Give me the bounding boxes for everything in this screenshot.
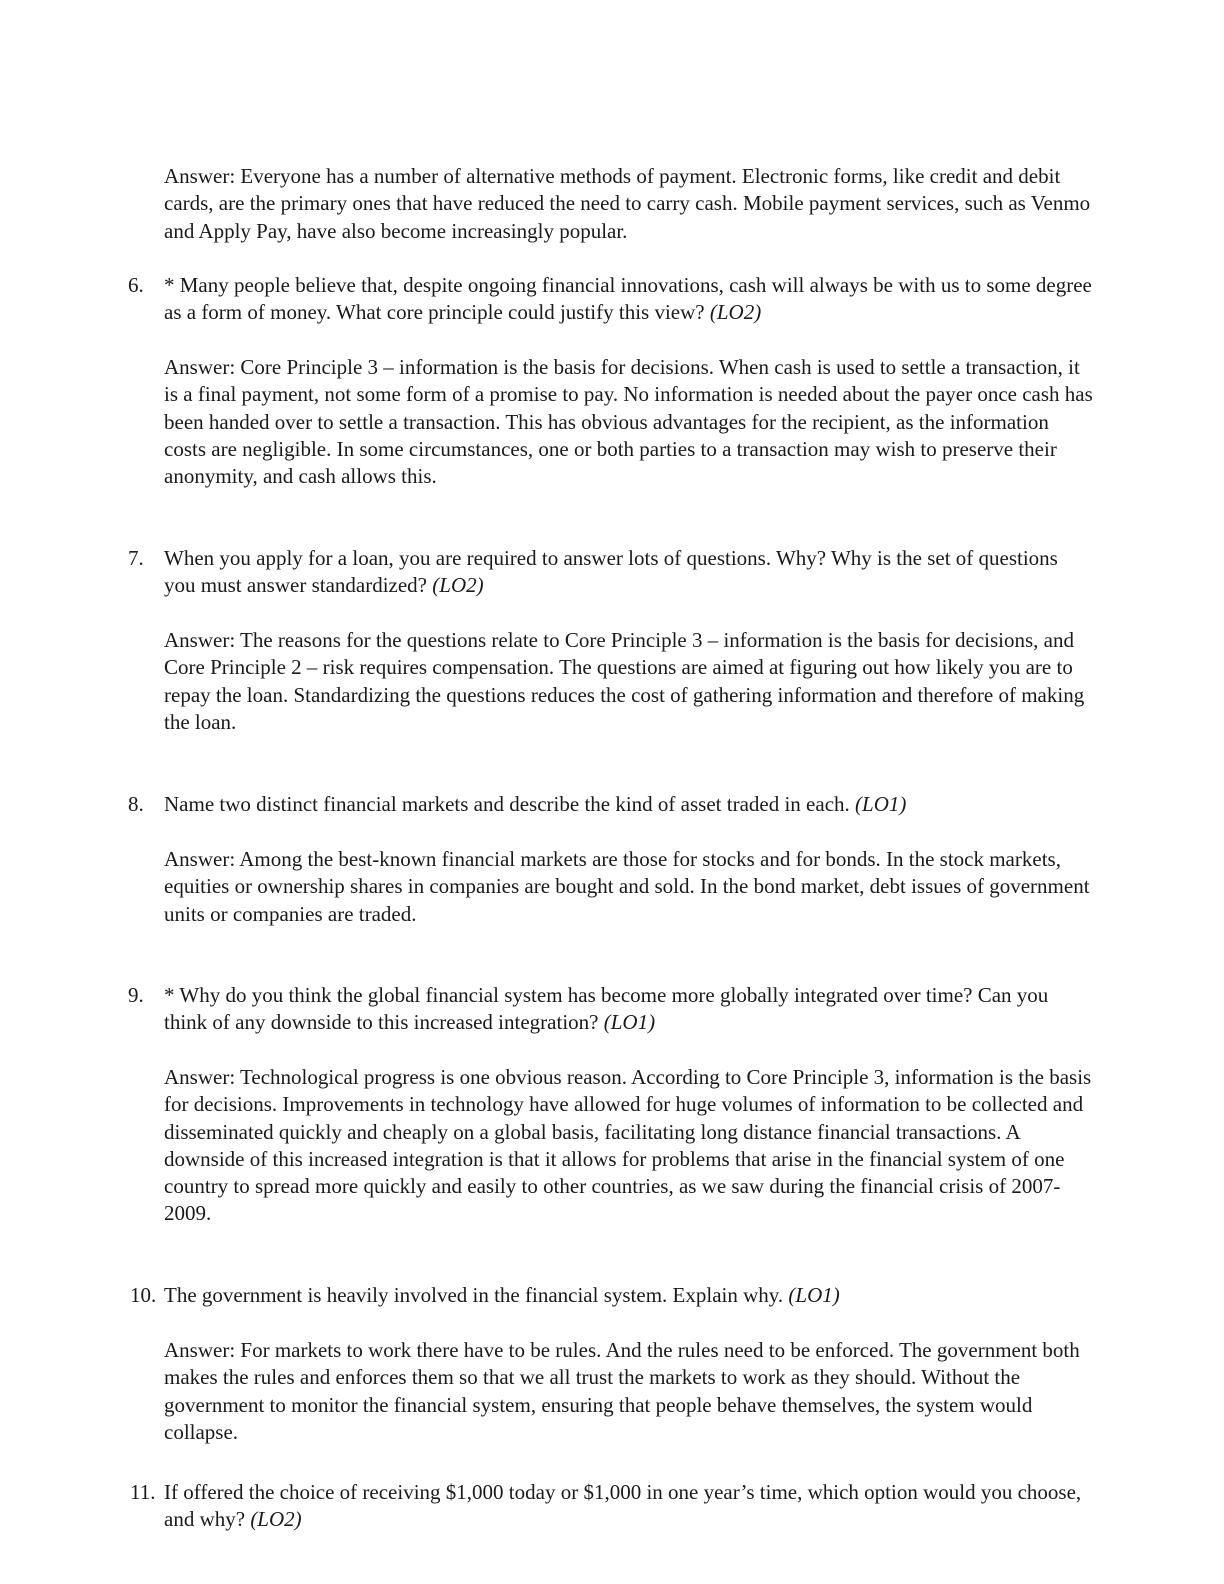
question-number: 10. [130, 1283, 157, 1307]
learning-objective: (LO2) [709, 300, 762, 325]
question-10 [130, 1282, 1094, 1309]
question-number: 6. [128, 273, 144, 297]
answer-text: Answer: Core Principle 3 – information is the basis for decisions. When cash is used to settle a transaction, it is a final payment, not some form of a promise to pay. No information is needed about the payer once cash has been handed over to settle a transaction. This has obvious advantages for the recipient, as the information costs are negligible. In some circumstances, one or both parties to a transaction may wish to preserve their anonymity, and cash allows this. [164, 355, 1093, 489]
answer-text: Answer: The reasons for the questions relate to Core Principle 3 – information is the basis for decisions, and Core Principle 2 – risk requires compensation. The questions are aimed at figuring out how likely you are to repay the loan. Standardizing the questions reduces the cost of gathering information and therefore of making the loan. [164, 628, 1085, 734]
question-number: 7. [128, 546, 144, 570]
answer-text: Answer: For markets to work there have to be rules. And the rules need to be enforced. The government both makes the rules and enforces them so that we all trust the markets to work as they should. Without the government to monitor the financial system, ensuring that people behave themselves, the system would collapse. [164, 1338, 1080, 1444]
question-text: If offered the choice of receiving $1,000 today or $1,000 in one year’s time, which option would you choose, and why? [164, 1480, 1082, 1532]
answer-text: Answer: Among the best-known financial markets are those for stocks and for bonds. In the stock markets, equities or ownership shares in companies are bought and sold. In the bond market, debt issues of government units or companies are traded. [164, 847, 1090, 926]
question-number: 8. [128, 792, 144, 816]
learning-objective: (LO1) [788, 1283, 840, 1307]
learning-objective: (LO1) [855, 792, 907, 816]
question-11 [130, 1479, 1094, 1534]
question-text: * Why do you think the global financial system has become more globally integrated over time? Can you think of any downside to this increased integration? [164, 983, 1049, 1035]
question-text: When you apply for a loan, you are required to answer lots of questions. Why? Why is the set of questions you must answer standardized? [164, 546, 1058, 598]
learning-objective: (LO1) [603, 1010, 656, 1035]
question-9 [128, 982, 1094, 1037]
answer-text: Answer: Technological progress is one obvious reason. According to Core Principle 3, information is the basis for decisions. Improvements in technology have allowed for huge volumes of information to be collected and disseminated quickly and cheaply on a global basis, facilitating long distance financial transactions. A downside of this increased integration is that it allows for problems that arise in the financial system of one country to spread more quickly and easily to other countries, as we saw during the financial crisis of 2007-2009. [164, 1065, 1092, 1226]
learning-objective: (LO2) [250, 1507, 302, 1532]
question-6 [128, 272, 1094, 327]
question-8 [128, 791, 1094, 818]
question-text: Name two distinct financial markets and describe the kind of asset traded in each. [164, 792, 856, 816]
question-7 [128, 545, 1094, 600]
question-text: The government is heavily involved in the financial system. Explain why. [164, 1283, 789, 1307]
question-text: * Many people believe that, despite ongoing financial innovations, cash will always be with us to some degree as a form of money. What core principle could justify this view? [164, 273, 1092, 325]
learning-objective: (LO2) [432, 573, 484, 598]
answer-text: Answer: Everyone has a number of alternative methods of payment. Electronic forms, like credit and debit cards, are the primary ones that have reduced the need to carry cash. Mobile payment services, such as Venmo and Apply Pay, have also become increasingly popular. [164, 164, 1091, 243]
question-number: 9. [128, 983, 144, 1007]
question-number: 11. [130, 1480, 156, 1504]
